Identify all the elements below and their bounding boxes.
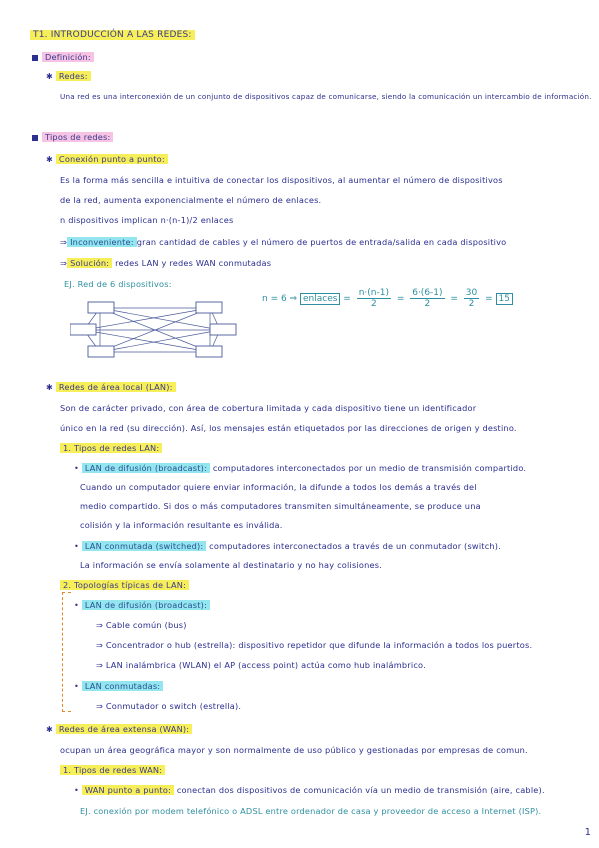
inconveniente-row: ⇒ Inconveniente: gran cantidad de cables y el número de puertos de entrada/salida en cada dispositivo [60,237,507,247]
lan-difusion-row: • LAN de difusión (broadcast): computadores interconectados por un medio de transmisión compartido. [74,463,527,473]
lan-heading: Redes de área local (LAN): [56,382,176,392]
square-bullet-icon [32,135,38,141]
pp-text-1: Es la forma más sencilla e intuitiva de conectar los dispositivos, al aumentar el número de dispositivos [60,175,503,185]
topo-hub: ⇒ Concentrador o hub (estrella): dispositivo repetidor que difunde la información a todos los puertos. [96,640,533,650]
wan-pp-row: • WAN punto a punto: conectan dos dispositivos de comunicación vía un medio de transmisión (aire, cable). [74,785,545,795]
subsection-redes [46,71,91,81]
topo-conmutadas-row: • LAN conmutadas: [74,681,163,691]
redes-definition: Una red es una interconexión de un conjunto de dispositivos capaz de comunicarse, siendo la comunicación un intercambio de información. [60,92,592,101]
subsection-conexion-pp [46,154,168,164]
device-node [210,324,236,335]
star-bullet-icon: ✱ [46,725,53,734]
topo-conmutadas-label: LAN conmutadas: [82,681,163,691]
enlaces-box: enlaces [300,293,340,305]
topo-switch: ⇒ Conmutador o switch (estrella). [96,701,242,711]
title-highlight: T1. INTRODUCCIÓN A LAS REDES: [30,30,195,40]
lan-difusion-text-4: colisión y la información resultante es inválida. [80,520,283,530]
star-bullet-icon: ✱ [46,155,53,164]
topo-difusion-row: • LAN de difusión (broadcast): [74,600,210,610]
topo-cable: ⇒ Cable común (bus) [96,620,187,630]
device-node [70,324,96,335]
ej-text: Red de 6 dispositivos: [77,279,172,289]
wan-text: ocupan un área geográfica mayor y son normalmente de uso público y gestionadas por empresas de comun. [60,745,528,755]
subsection-lan [46,382,176,392]
topology-bracket [62,592,71,712]
lan-conmutada-row: • LAN conmutada (switched): computadores interconectados a través de un conmutador (switch). [74,541,501,551]
definicion-heading: Definición: [42,52,94,62]
ej-label: EJ. [64,279,75,289]
title [30,30,195,40]
lan-difusion-label: LAN de difusión (broadcast): [82,463,210,473]
topologias-heading: 2. Topologías típicas de LAN: [60,580,189,590]
pp-text-2: de la red, aumenta exponencialmente el número de enlaces. [60,195,322,205]
lan-tipos [60,443,162,453]
wan-ej-label: EJ. [80,806,91,816]
section-definicion [32,52,94,62]
solucion-row: ⇒ Solución: redes LAN y redes WAN conmutadas [60,258,272,268]
ej-row [64,279,172,289]
lan-text-1: Son de carácter privado, con área de cobertura limitada y cada dispositivo tiene un identificador [60,403,477,413]
wan-ej-row [80,806,541,816]
inconveniente-text: gran cantidad de cables y el número de puertos de entrada/salida en cada dispositivo [136,237,507,247]
star-bullet-icon: ✱ [46,383,53,392]
solucion-text: redes LAN y redes WAN conmutadas [115,258,272,268]
redes-heading: Redes: [56,71,91,81]
wan-tipos [60,765,165,775]
wan-heading: Redes de área extensa (WAN): [56,724,192,734]
topo-difusion-label: LAN de difusión (broadcast): [82,600,210,610]
mesh-diagram [70,296,240,366]
section-tipos [32,132,113,142]
tipos-heading: Tipos de redes: [42,132,113,142]
page-number: 1 [584,827,591,838]
topo-wlan: ⇒ LAN inalámbrica (WLAN) el AP (access point) actúa como hub inalámbrico. [96,660,426,670]
result-box: 15 [496,293,513,305]
wan-ej-text: conexión por modem telefónico o ADSL entre ordenador de casa y proveedor de acceso a Internet (ISP). [93,806,542,816]
enlaces-formula: n = 6 ⇒ enlaces = $\frac{n\cdot(n-1)}{2}$ = $\frac{6\cdot(6-1)}{2}$ = $\frac{30}{2}$ = 15 [262,288,513,309]
lan-conmutada-text-2: La información se envía solamente al destinatario y no hay colisiones. [80,560,382,570]
wan-pp-label: WAN punto a punto: [82,785,174,795]
pp-formula: n dispositivos implican n·(n-1)/2 enlaces [60,215,234,225]
lan-tipos-heading: 1. Tipos de redes LAN: [60,443,162,453]
solucion-label: Solución: [67,258,112,268]
lan-difusion-text-3: medio compartido. Si dos o más computadores transmiten simultáneamente, se produce una [80,501,481,511]
device-node [88,302,114,313]
subsection-wan [46,724,192,734]
device-node [88,346,114,357]
conexion-pp-heading: Conexión punto a punto: [56,154,168,164]
star-bullet-icon: ✱ [46,72,53,81]
lan-text-2: único en la red (su dirección). Así, los mensajes están etiquetados por las direcciones de origen y destino. [60,423,517,433]
lan-conmutada-label: LAN conmutada (switched): [82,541,207,551]
topologias [60,580,189,590]
inconveniente-label: Inconveniente: [67,237,137,247]
device-node [196,346,222,357]
lan-difusion-text-2: Cuando un computador quiere enviar información, la difunde a todos los demás a través del [80,482,477,492]
wan-tipos-heading: 1. Tipos de redes WAN: [60,765,165,775]
square-bullet-icon [32,55,38,61]
device-node [196,302,222,313]
